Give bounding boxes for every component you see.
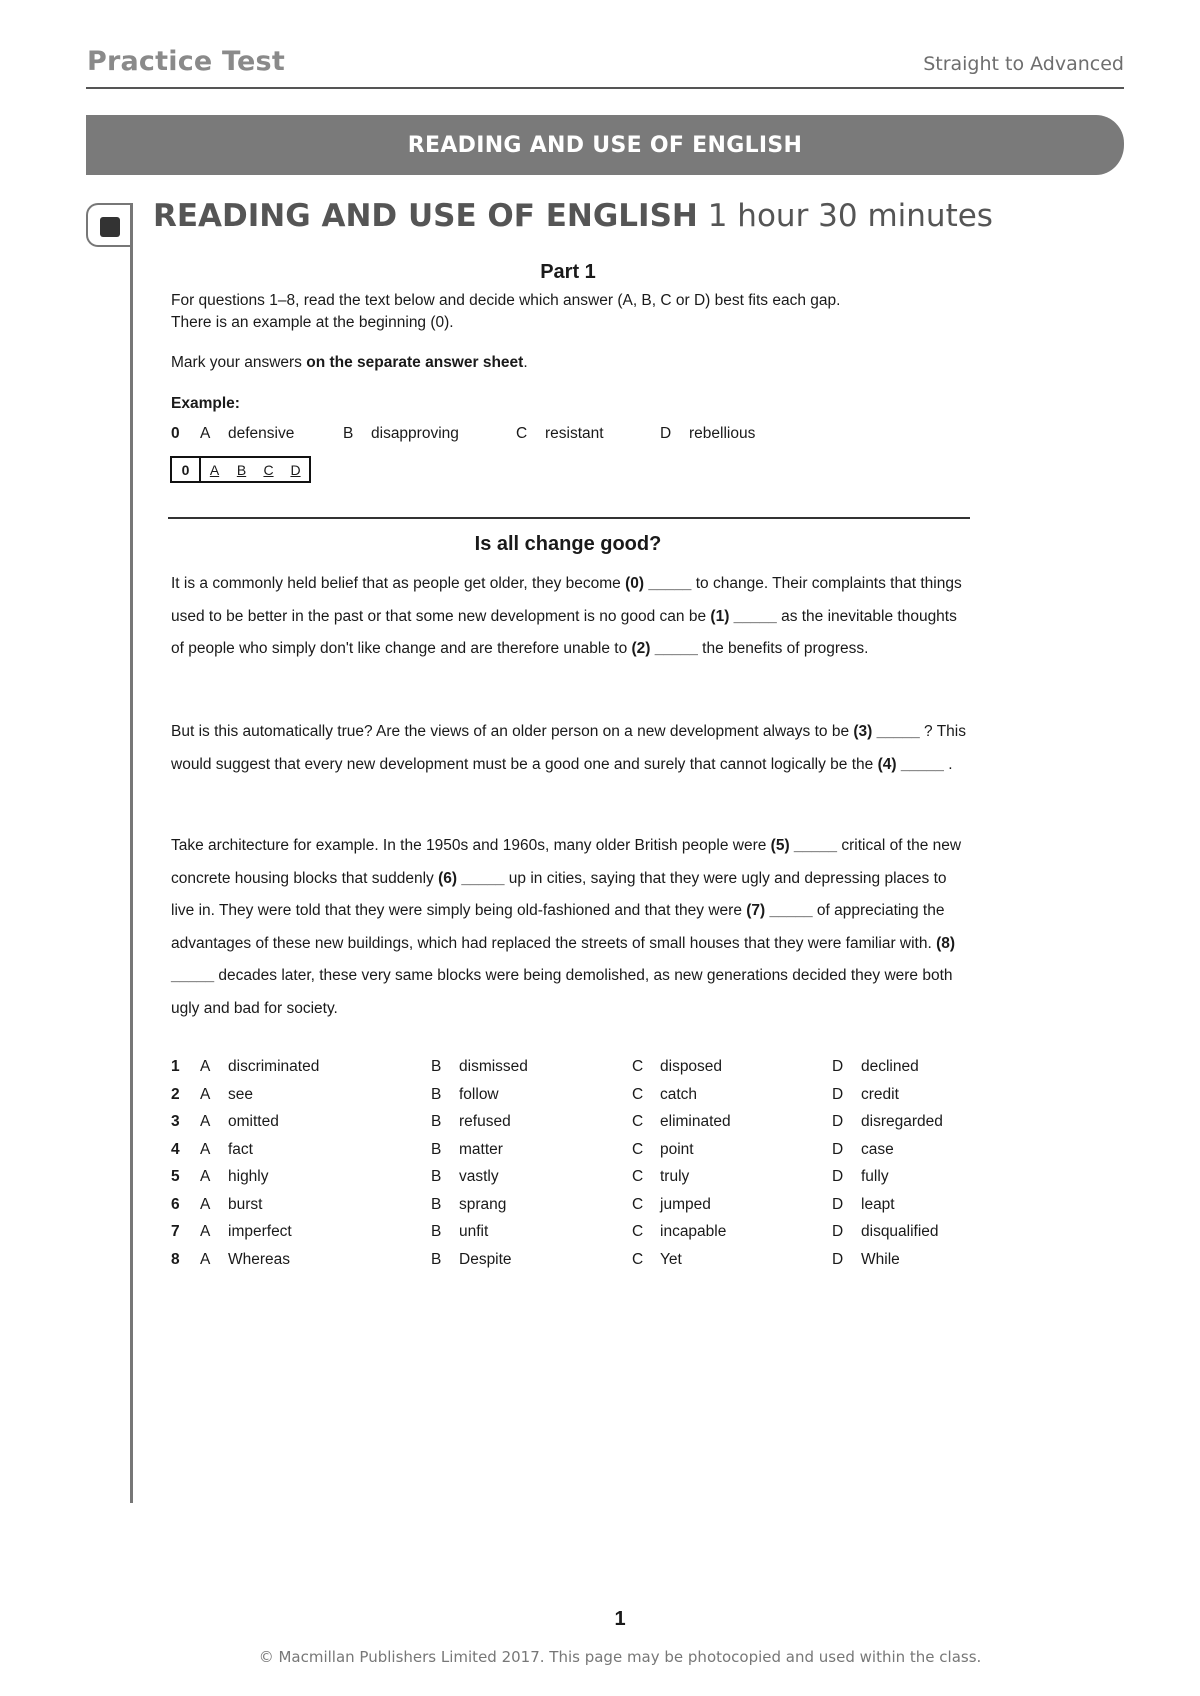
option-d: fully (861, 1168, 889, 1185)
gap-8: (8) _____ (171, 934, 956, 984)
page-number: 1 (614, 1608, 626, 1630)
letter-b: B (431, 1140, 442, 1158)
option-a: imperfect (228, 1223, 292, 1240)
letter-b: B (431, 1168, 442, 1185)
gap-0: (0) _____ (625, 575, 692, 592)
section-duration: 1 hour 30 minutes (707, 198, 993, 234)
letter-b: B (431, 1223, 442, 1240)
book-title: Straight to Advanced (923, 53, 1124, 75)
question-number: 3 (171, 1113, 180, 1130)
text-run: But is this automatically true? Are the views of an older person on a new development always to be (171, 723, 854, 740)
example-option-c: resistant (545, 425, 604, 442)
option-c: point (660, 1140, 694, 1158)
example-answer-box (170, 456, 311, 483)
option-b: Despite (459, 1250, 512, 1268)
banner-label: READING AND USE OF ENGLISH (407, 132, 803, 158)
option-b: sprang (459, 1195, 507, 1213)
text-run: critical of the new concrete housing blocks that suddenly (171, 837, 962, 887)
square-icon (100, 217, 120, 237)
option-a: Whereas (228, 1250, 291, 1268)
question-number: 4 (171, 1140, 180, 1158)
option-b: matter (459, 1140, 503, 1158)
letter-c: C (632, 1223, 644, 1240)
text-run: the benefits of progress. (697, 640, 869, 657)
text-run: It is a commonly held belief that as people get older, they become (171, 575, 626, 592)
example-option-a: defensive (228, 425, 295, 442)
option-c: catch (660, 1085, 698, 1103)
text-run: up in cities, saying that they were ugly and depressing places to live in. They were told that they were simply being old-fashioned and that they were (171, 869, 947, 919)
answer-box-b: B (236, 461, 247, 478)
letter-c: C (632, 1058, 644, 1075)
question-number: 7 (171, 1223, 180, 1240)
option-a: burst (228, 1195, 263, 1213)
answer-box-c: C (263, 461, 274, 478)
example-number: 0 (171, 425, 180, 442)
letter-d: D (832, 1085, 844, 1103)
letter-a: A (200, 1223, 211, 1240)
option-d: credit (861, 1085, 899, 1103)
section-title (153, 198, 993, 234)
answer-box-number: 0 (172, 458, 201, 481)
question-number: 2 (171, 1085, 180, 1103)
gap-7: (7) _____ (746, 902, 813, 919)
option-a: highly (228, 1168, 269, 1185)
section-banner (86, 115, 1124, 175)
option-c: jumped (660, 1195, 711, 1213)
question-number: 1 (171, 1058, 180, 1075)
option-a: see (228, 1085, 253, 1103)
letter-d: D (832, 1168, 844, 1185)
letter-c: C (632, 1250, 644, 1268)
text-paragraph-3 (171, 830, 971, 1025)
letter-c: C (632, 1195, 644, 1213)
answer-box-d: D (290, 461, 301, 478)
letter-a: A (200, 1195, 211, 1213)
gap-2: (2) _____ (631, 640, 698, 657)
margin-rule (130, 203, 133, 1503)
letter-d: D (832, 1058, 844, 1075)
question-number: 8 (171, 1250, 180, 1268)
text-run: of appreciating the advantages of these new buildings, which had replaced the streets of small houses that they were familiar with. (171, 902, 945, 952)
text-run: as the inevitable thoughts of people who simply don't like change and are therefore unable to (171, 607, 957, 657)
letter-a: A (200, 1140, 211, 1158)
option-b: refused (459, 1113, 511, 1130)
section-divider (168, 517, 970, 519)
answer-sheet-instruction (171, 352, 528, 374)
instructions (171, 290, 840, 334)
question-number: 6 (171, 1195, 180, 1213)
example-letter-d: D (660, 425, 672, 442)
text-paragraph-2 (171, 716, 971, 781)
option-d: disregarded (861, 1113, 943, 1130)
letter-c: C (632, 1085, 644, 1103)
option-d: disqualified (861, 1223, 939, 1240)
example-letter-c: C (516, 425, 528, 442)
text-run: . (943, 755, 953, 773)
letter-a: A (200, 1250, 211, 1268)
option-b: unfit (459, 1223, 489, 1240)
instruction-line-2: There is an example at the beginning (0). (171, 314, 454, 331)
page-header-title: Practice Test (87, 46, 285, 77)
gap-6: (6) _____ (438, 869, 505, 887)
text-run: decades later, these very same blocks were being demolished, as new generations decided they were both ugly and bad for society. (171, 967, 953, 1017)
option-c: eliminated (660, 1113, 731, 1130)
option-c: Yet (660, 1250, 682, 1268)
option-c: disposed (660, 1058, 723, 1075)
option-a: discriminated (228, 1058, 320, 1075)
text-run: ? This would suggest that every new development must be a good one and surely that cannot logically be the (171, 723, 966, 773)
option-d: While (861, 1250, 900, 1268)
text-run: Take architecture for example. In the 1950s and 1960s, many older British people were (171, 837, 771, 854)
letter-a: A (200, 1085, 211, 1103)
example-label: Example: (171, 395, 240, 412)
text-title: Is all change good? (474, 533, 662, 555)
option-c: truly (660, 1168, 690, 1185)
option-b: vastly (459, 1168, 499, 1185)
mark-prefix: Mark your answers (171, 354, 307, 371)
gap-3: (3) _____ (853, 723, 920, 740)
letter-a: A (200, 1058, 211, 1075)
section-marker-icon (86, 203, 130, 247)
letter-b: B (431, 1195, 442, 1213)
gap-4: (4) _____ (877, 755, 944, 773)
text-run: to change. Their complaints that things used to be better in the past or that some new development is no good can be (171, 575, 962, 625)
section-title-bold: READING AND USE OF ENGLISH (153, 198, 698, 234)
option-d: case (861, 1140, 894, 1158)
letter-d: D (832, 1140, 844, 1158)
option-c: incapable (660, 1223, 727, 1240)
example-option-b: disapproving (371, 425, 459, 442)
letter-b: B (431, 1113, 442, 1130)
letter-d: D (832, 1113, 844, 1130)
option-d: leapt (861, 1195, 895, 1213)
letter-b: B (431, 1058, 442, 1075)
letter-d: D (832, 1195, 844, 1213)
letter-d: D (832, 1250, 844, 1268)
mark-suffix: . (523, 354, 528, 371)
option-b: dismissed (459, 1058, 528, 1075)
instruction-line-1: For questions 1–8, read the text below and decide which answer (A, B, C or D) best fits each gap. (171, 292, 841, 309)
example-option-d: rebellious (689, 425, 756, 442)
copyright-notice: © Macmillan Publishers Limited 2017. This page may be photocopied and used within the class. (258, 1648, 982, 1666)
example-letter-b: B (343, 425, 354, 442)
gap-5: (5) _____ (770, 837, 838, 854)
option-a: fact (228, 1140, 253, 1158)
part-title: Part 1 (540, 261, 596, 283)
letter-a: A (200, 1168, 211, 1185)
letter-c: C (632, 1113, 644, 1130)
text-paragraph-1 (171, 568, 971, 666)
mark-bold: on the separate answer sheet (306, 354, 524, 371)
gap-1: (1) _____ (710, 607, 777, 625)
letter-b: B (431, 1085, 442, 1103)
option-b: follow (459, 1085, 499, 1103)
header-rule (86, 87, 1124, 89)
option-d: declined (861, 1058, 919, 1075)
letter-c: C (632, 1168, 644, 1185)
letter-a: A (200, 1113, 211, 1130)
question-number: 5 (171, 1168, 180, 1185)
option-a: omitted (228, 1113, 279, 1130)
answer-box-a: A (209, 461, 220, 478)
letter-c: C (632, 1140, 644, 1158)
letter-d: D (832, 1223, 844, 1240)
letter-b: B (431, 1250, 442, 1268)
example-letter-a: A (200, 425, 211, 442)
